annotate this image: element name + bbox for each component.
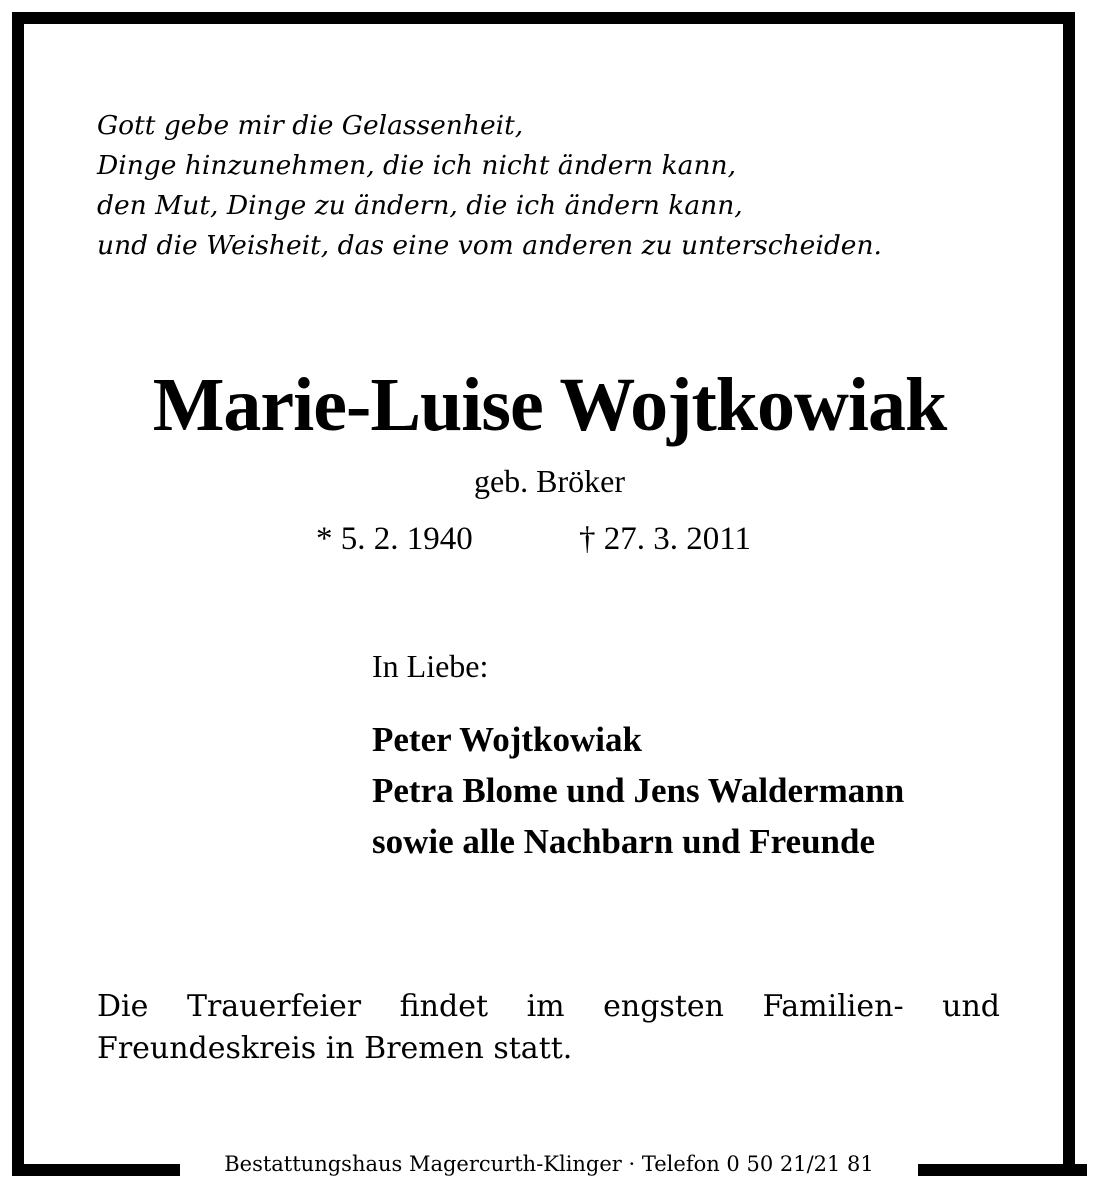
mourner-line: Petra Blome und Jens Waldermann bbox=[372, 771, 905, 810]
ceremony-word: und bbox=[942, 989, 1000, 1024]
ceremony-word: Familien- bbox=[762, 989, 904, 1024]
ceremony-word: Die bbox=[97, 989, 149, 1024]
mourners-list bbox=[372, 714, 1072, 867]
deceased-name: Marie-Luise Wojtkowiak bbox=[152, 363, 947, 447]
mourners-intro: In Liebe: bbox=[372, 648, 489, 684]
ceremony-word: engsten bbox=[603, 989, 724, 1024]
maiden-name: geb. Bröker bbox=[473, 463, 626, 499]
ceremony-line-2: Freundeskreis in Bremen statt. bbox=[97, 1031, 573, 1066]
ceremony-line-1 bbox=[97, 986, 1000, 1028]
ceremony-word: Trauerfeier bbox=[186, 989, 362, 1024]
quote-line: den Mut, Dinge zu ändern, die ich ändern kann, bbox=[97, 190, 743, 221]
quote-line: Gott gebe mir die Gelassenheit, bbox=[97, 110, 524, 141]
mourner-line: sowie alle Nachbarn und Freunde bbox=[372, 822, 876, 861]
border-bottom-right bbox=[918, 1164, 1087, 1176]
border-bottom-left bbox=[12, 1164, 180, 1176]
mourner-line: Peter Wojtkowiak bbox=[372, 720, 642, 759]
quote-line: und die Weisheit, das eine vom anderen zu unterscheiden. bbox=[97, 230, 882, 261]
quote-line: Dinge hinzunehmen, die ich nicht ändern kann, bbox=[97, 150, 737, 181]
serenity-prayer-quote bbox=[97, 106, 1027, 266]
birth-date: * 5. 2. 1940 bbox=[316, 521, 473, 557]
ceremony-word: findet bbox=[399, 989, 489, 1024]
ceremony-notice bbox=[97, 986, 1000, 1070]
funeral-home-footer: Bestattungshaus Magercurth-Klinger · Telefon 0 50 21/21 81 bbox=[224, 1152, 874, 1176]
death-date: † 27. 3. 2011 bbox=[579, 521, 752, 557]
ceremony-word: im bbox=[526, 989, 565, 1024]
